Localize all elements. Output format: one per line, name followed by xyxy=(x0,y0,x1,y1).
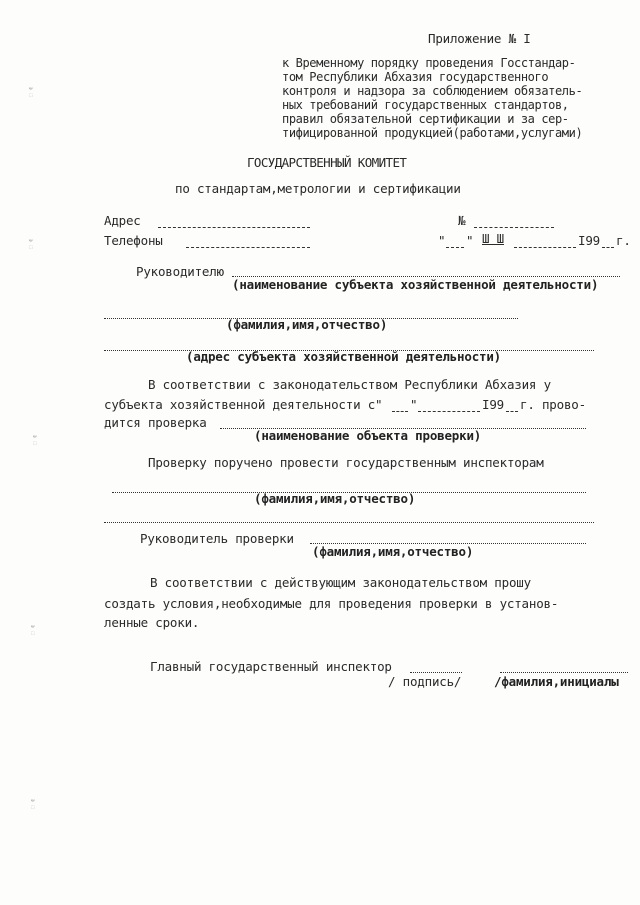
signature-name-hint: /фамилия,инициалы xyxy=(494,674,619,689)
appendix-note-line: ных требований государственных стандартов, xyxy=(282,98,569,112)
margin-mark-icon: ఀ xyxy=(32,437,38,448)
para2-line1: В соответствии с действующим законодательством прошу xyxy=(150,575,531,590)
inspectors-fio-hint: (фамилия,имя,отчество) xyxy=(254,491,416,506)
check-year-field[interactable] xyxy=(506,411,518,412)
appendix-note-line: правил обязательной сертификации и за сер- xyxy=(282,112,569,126)
addressee-entity-hint: (наименование субъекта хозяйственной деятельности) xyxy=(232,277,599,292)
para1-line2-a: субъекта хозяйственной деятельности с" xyxy=(104,397,383,412)
check-object-hint: (наименование объекта проверки) xyxy=(254,428,482,443)
para1-line2-year: I99 xyxy=(482,397,504,412)
addressee-address-hint: (адрес субъекта хозяйственной деятельности) xyxy=(186,349,502,364)
para1-line2-b: " xyxy=(410,397,418,412)
para1-line2-c: г. прово- xyxy=(520,397,586,412)
appendix-note-line: к Временному порядку проведения Госстандар- xyxy=(282,56,576,70)
para2-line3: ленные сроки. xyxy=(104,615,200,630)
number-label: № xyxy=(458,213,466,228)
margin-mark-icon: ఀ xyxy=(30,801,36,812)
inspectors-line: Проверку поручено провести государственным инспекторам xyxy=(148,455,544,470)
check-month-field[interactable] xyxy=(418,411,480,412)
org-title: ГОСУДАРСТВЕННЫЙ КОМИТЕТ xyxy=(247,155,407,170)
margin-mark-icon: ఀ xyxy=(28,89,34,100)
para2-line2: создать условия,необходимые для проведения проверки в установ- xyxy=(104,596,559,611)
date-year: I99 xyxy=(578,233,600,248)
addressee-fio-hint: (фамилия,имя,отчество) xyxy=(226,317,388,332)
date-month-value: Ш Ш xyxy=(482,231,504,246)
appendix-note-line: том Республики Абхазия государственного xyxy=(282,70,549,84)
date-year-field[interactable] xyxy=(602,247,614,248)
signature-label: Главный государственный инспектор xyxy=(150,659,392,674)
address-field[interactable] xyxy=(158,227,310,228)
date-year-suffix: г. xyxy=(616,233,631,248)
head-fio-hint: (фамилия,имя,отчество) xyxy=(312,544,474,559)
phones-field[interactable] xyxy=(186,247,310,248)
date-day-field[interactable] xyxy=(446,247,464,248)
signature-field[interactable] xyxy=(410,672,462,673)
para1-line3: дится проверка xyxy=(104,415,207,430)
para1-line1: В соответствии с законодательством Республики Абхазия у xyxy=(148,377,551,392)
inspectors-fio-field-2[interactable] xyxy=(104,522,594,523)
address-label: Адрес xyxy=(104,213,141,228)
number-field[interactable] xyxy=(474,227,554,228)
check-day-field[interactable] xyxy=(392,411,408,412)
date-month-field[interactable] xyxy=(514,247,576,248)
appendix-note-line: тифицированной продукцией(работами,услугами) xyxy=(282,126,583,140)
phones-label: Телефоны xyxy=(104,233,163,248)
date-quote-close: " xyxy=(466,233,474,248)
margin-mark-icon: ఀ xyxy=(30,627,36,638)
margin-mark-icon: ఀ xyxy=(28,241,34,252)
appendix-title: Приложение № I xyxy=(428,31,531,46)
org-subtitle: по стандартам,метрологии и сертификации xyxy=(175,181,461,196)
appendix-note-line: контроля и надзора за соблюдением обязатель- xyxy=(282,84,583,98)
head-label: Руководитель проверки xyxy=(140,531,294,546)
signature-sign-hint: / подпись/ xyxy=(388,674,462,689)
signature-name-field[interactable] xyxy=(500,672,628,673)
addressee-label: Руководителю xyxy=(136,264,224,279)
date-quote-open: " xyxy=(438,233,446,248)
